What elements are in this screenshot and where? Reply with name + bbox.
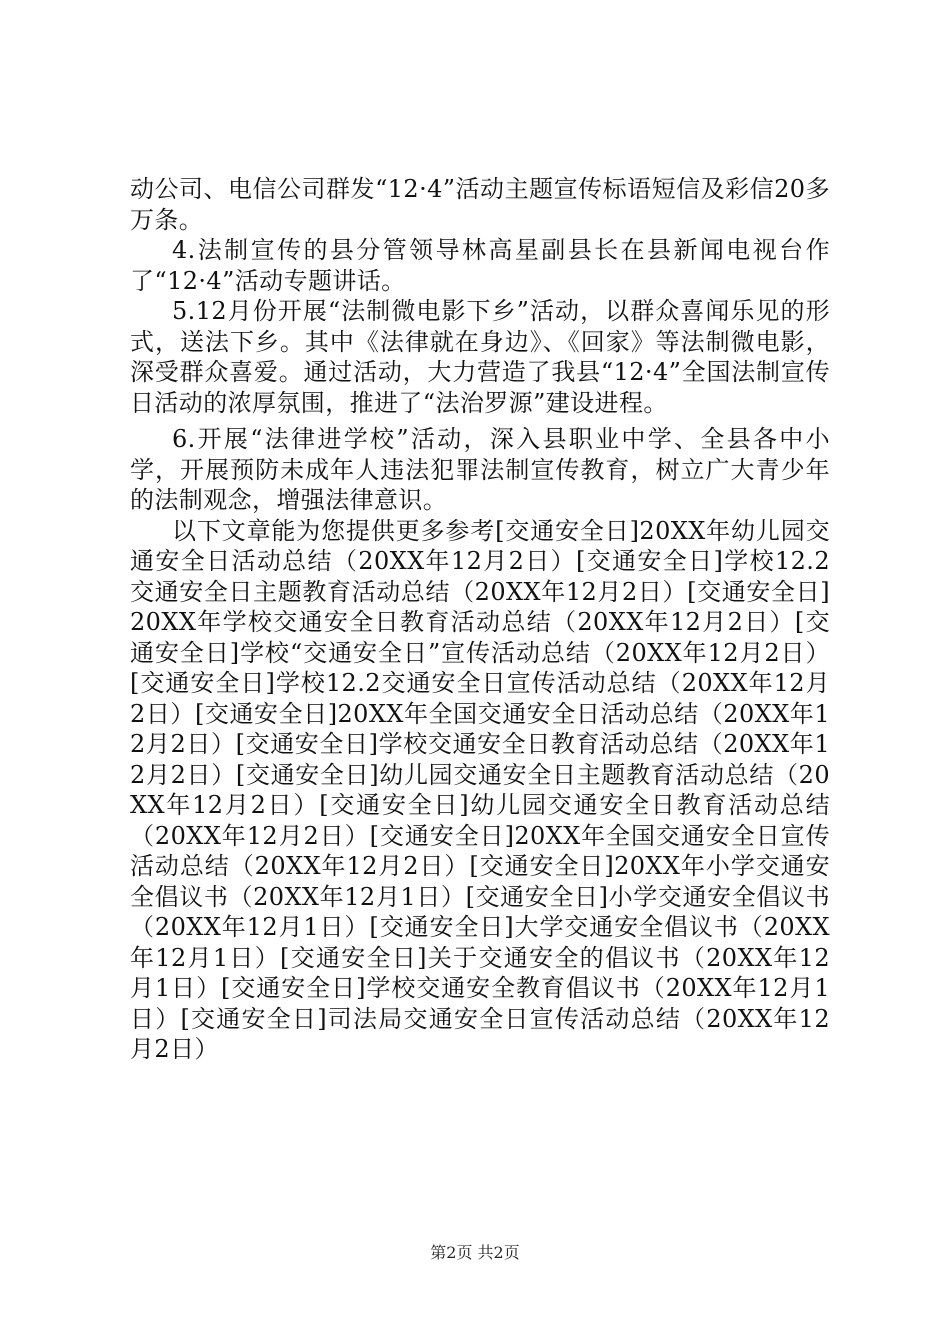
paragraph-item-6: 6.开展“法律进学校”活动，深入县职业中学、全县各中小学，开展预防未成年人违法犯罪法制宣传教育，树立广大青少年的法制观念，增强法律意识。 [130, 425, 830, 514]
document-body [130, 174, 830, 1065]
paragraph-continuation: 动公司、电信公司群发“12·4”活动主题宣传标语短信及彩信20多万条。 [130, 175, 830, 234]
paragraph-references: 以下文章能为您提供更多参考[交通安全日]20XX年幼儿园交通安全日活动总结（20XX年12月2日）[交通安全日]学校12.2交通安全日主题教育活动总结（20XX年12月2日）[交通安全日]20XX年学校交通安全日教育活动总结（20XX年12月2日）[交通安全日]学校“交通安全日”宣传活动总结（20XX年12月2日）[交通安全日]学校12.2交通安全日宣传活动总结（20XX年12月2日）[交通安全日]20XX年全国交通安全日活动总结（20XX年12月2日）[交通安全日]学校交通安全日教育活动总结（20XX年12月2日）[交通安全日]幼儿园交通安全日主题教育活动总结（20XX年12月2日）[交通安全日]幼儿园交通安全日教育活动总结（20XX年12月2日）[交通安全日]20XX年全国交通安全日宣传活动总结（20XX年12月2日）[交通安全日]20XX年小学交通安全倡议书（20XX年12月1日）[交通安全日]小学交通安全倡议书（20XX年12月1日）[交通安全日]大学交通安全倡议书（20XX年12月1日）[交通安全日]关于交通安全的倡议书（20XX年12月1日）[交通安全日]学校交通安全教育倡议书（20XX年12月1日）[交通安全日]司法局交通安全日宣传活动总结（20XX年12月2日） [130, 516, 830, 1063]
paragraph-item-4: 4.法制宣传的县分管领导林高星副县长在县新闻电视台作了“12·4”活动专题讲话。 [130, 236, 830, 295]
page-number-footer: 第2页 共2页 [430, 1243, 520, 1262]
paragraph-item-5: 5.12月份开展“法制微电影下乡”活动，以群众喜闻乐见的形式，送法下乡。其中《法律就在身边》、《回家》等法制微电影，深受群众喜爱。通过活动，大力营造了我县“12·4”全国法制宣传日活动的浓厚氛围，推进了“法治罗源”建设进程。 [130, 297, 830, 417]
